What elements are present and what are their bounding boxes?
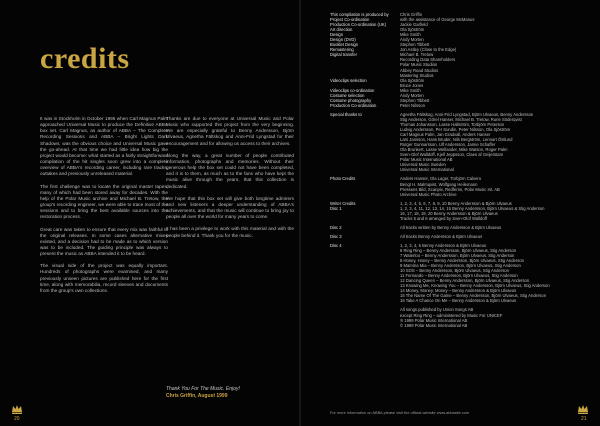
credits-value: Peter Nilsson: [400, 102, 425, 108]
credits-value: Lars Jansson, Hans Bruder, Nils Bergström, Lennart Östlund: [400, 137, 513, 143]
credits-label: Project Co-ordination: [330, 17, 370, 23]
body-paragraph: Thanks are due to everyone at Universal Music and Polar Music who supported this project from the very beginning. We are especially grateful to Benny Andersson, Björn Ulvaeus, Agnetha Fältskog and Anni-Frid Lyngstad for their encouragement and for allowing us access to their archives.: [166, 116, 294, 146]
credits-label: [330, 323, 400, 328]
credits-value: Carl Magnus Palm, Jan Gradvall, Anders Hanser: [400, 132, 491, 138]
credits-label: Disc 3: [330, 233, 342, 239]
signoff: [166, 386, 294, 400]
credits-value: Stephen Tibbett: [400, 42, 430, 48]
credits-label: Special thanks to: [330, 111, 362, 117]
credits-value: 9 Mamma Mia – Benny Andersson, Björn Ulvaeus, Stig Anderson: [400, 263, 521, 269]
credits-label: Production Co-ordination (UK): [330, 22, 387, 28]
credits-label: Design (DVD): [330, 37, 356, 43]
credits-row: [330, 216, 588, 221]
credits-value: 10 SOS – Benny Andersson, Björn Ulvaeus, Stig Anderson: [400, 268, 509, 274]
credits-label: Booklet Design: [330, 42, 359, 48]
credits-value: © 1999 Polar Music International AB: [400, 322, 468, 328]
signoff-name: Chris Griffin, August 1999: [166, 393, 228, 399]
credits-label: [330, 298, 400, 303]
credits-value: 1, 2, 3, 4, 11, 12, 13, 14, 15 Benny Andersson, Björn Ulvaeus & Stig Anderson: [400, 205, 545, 211]
credits-row: [330, 234, 588, 239]
credits-value: Tracks 5 and 6 arranged by Sven-Olof Walldoff: [400, 215, 487, 221]
credits-value: Thomas Johansson, Lasse Hallström, Torbjörn Peterson: [400, 121, 505, 127]
credits-label: [330, 192, 400, 197]
credits-label: Remastering: [330, 47, 354, 53]
credits-row: [330, 103, 588, 108]
body-paragraph: It has been a privilege to work with this material and with the people behind it. Thank you for the music.: [166, 226, 294, 238]
credits-value: 16 Take A Chance On Me – Benny Andersson & Björn Ulvaeus: [400, 298, 517, 304]
credits-value: Ola Brunkert, Lasse Wellander, Mike Watson, Roger Palm: [400, 147, 508, 153]
credits-value: Universal Music Photo Archive: [400, 191, 457, 197]
credits-value: Abbey Road Studios: [400, 67, 439, 73]
credits-value: Polar Music International AB: [400, 157, 453, 163]
credits-value: All tracks written by Benny Andersson & Björn Ulvaeus: [400, 224, 502, 230]
credits-row: [330, 167, 588, 172]
credits-value: Ola Sjöström: [400, 77, 425, 83]
credits-label: [330, 167, 400, 172]
credits-row: [330, 225, 588, 230]
credits-value: Mike Smith: [400, 32, 421, 38]
credits-value: Rutger Gunnarsson, Ulf Andersson, Janne Schaffer: [400, 142, 496, 148]
credits-value: Polar Music Studios: [400, 62, 438, 68]
credits-value: Mike Smith: [400, 87, 421, 93]
credits-value: Stig Anderson, Görel Hanser, Michael B. Tretow, Rune Söderqvist: [400, 116, 522, 122]
page-number-left: 20: [14, 416, 20, 422]
credits-value: 6 Ring Ring – Benny Andersson, Björn Ulvaeus, Stig Anderson: [400, 247, 517, 253]
credits-value: Anders Hanser, Ola Lager, Torbjörn Calvero: [400, 176, 482, 182]
credits-value: Agnetha Fältskog, Anni-Frid Lyngstad, Björn Ulvaeus, Benny Andersson: [400, 111, 534, 117]
body-column-2: [166, 116, 294, 245]
page-number-right: 21: [581, 416, 587, 422]
credits-value: 1, 2, 3, 4, 5, 6, 7, 8, 9, 10 Benny Andersson & Björn Ulvaeus: [400, 200, 512, 206]
credits-value: Universal Music Sweden: [400, 162, 446, 168]
signoff-line: Thank You For The Music. Enjoy!: [166, 386, 240, 392]
credits-value: Andy Morten: [400, 37, 424, 43]
credits-value: 13 Knowing Me, Knowing You – Benny Andersson, Björn Ulvaeus, Stig Anderson: [400, 283, 550, 289]
crown-icon: [577, 403, 589, 415]
credits-value: 14 Money, Money, Money – Benny Andersson & Björn Ulvaeus: [400, 288, 517, 294]
body-paragraph: The first challenge was to locate the original master tapes, many of which had been stored away for decades. With the help of the Polar Music archive and Michael B. Tretow, the group's recording engineer, we were able to trace most of the sessions and to bring the best available sources into the restoration process.: [40, 183, 168, 220]
credits-value: Ola Sjöström: [400, 27, 425, 33]
credits-value: Jackie Garfield: [400, 22, 428, 28]
credits-value: Ludvig Andersson, Per Sundin, Peter Nilsson, Ola Sjöström: [400, 127, 511, 133]
credits-value: Pressens Bild, Scanpix, Redferns, Polar Music Int. AB: [400, 186, 500, 192]
credits-value: Sven-Olof Walldoff, Kjell Jeppsson, Claes af Geijerstam: [400, 152, 504, 158]
body-paragraph: Great care was taken to ensure that every mix was faithful to the original releases. In some cases alternative mixes existed, and a decision had to be made as to which version was to be included. The guiding principle was always to present the music as ABBA intended it to be heard.: [40, 226, 168, 257]
body-column-1: [40, 116, 168, 300]
credits-label: Videoclips selection: [330, 77, 367, 83]
credits-label: [330, 216, 400, 221]
credits-label: This compilation is produced by: [330, 12, 389, 17]
body-paragraph: Along the way, a great number of people contributed information, photographs and memories. Without their generous help the box set could not have been completed, and it is to them, as much as to the fans who have kept the music alive through the years, that this collection is dedicated.: [166, 152, 294, 189]
credits-label: Production Co-ordination: [330, 102, 377, 108]
credits-row: [330, 298, 588, 303]
credits-value: 16, 17, 18, 19, 20 Benny Andersson & Björn Ulvaeus: [400, 210, 498, 216]
credits-value: 7 Waterloo – Benny Andersson, Björn Ulvaeus, Stig Anderson: [400, 253, 515, 259]
body-paragraph: It was in Stockholm in October 1995 when Carl Magnus Palm approached Universal Music to produce the Definitive ABBA box set. Carl Magnus, as author of ABBA – The Complete Recording Sessions and ABBA – Bright Lights Dark Shadows, was the obvious choice and Universal Music gave the go-ahead. At that time we had little idea how big the project would become: what started as a fairly straightforward compilation of the hit singles soon grew into a complete overview of ABBA's recording career, including rare tracks, outtakes and previously unreleased material.: [40, 116, 168, 177]
body-paragraph: The visual side of the project was equally important. Hundreds of photographs were examined, and many previously unseen pictures are published here for the first time, along with memorabilia, record sleeves and documents from the group's own collections.: [40, 263, 168, 293]
credits-value: Mastering Studios: [400, 72, 434, 78]
credits-value: 8 Honey, Honey – Benny Andersson, Björn Ulvaeus, Stig Anderson: [400, 258, 524, 264]
credits-value: ℗ 1999 Polar Music International AB: [400, 317, 468, 323]
credits-value: All tracks Benny Andersson & Björn Ulvaeus: [400, 233, 483, 239]
credits-value: Stephen Tibbett: [400, 97, 430, 103]
credits-value: Michael B. Tretow: [400, 52, 434, 58]
credits-label: Videoclips co-ordination: [330, 87, 375, 93]
credits-label: Disc 2: [330, 224, 342, 230]
credits-label: Design: [330, 32, 344, 38]
body-paragraph: We hope that this box set will give both longtime admirers and new listeners a deeper understanding of ABBA's achievements, and that the music will continue to bring joy to people all over the world for many years to come.: [166, 195, 294, 220]
credits-label: Art direction: [330, 27, 353, 33]
credits-value: 15 The Name Of The Game – Benny Andersson, Björn Ulvaeus, Stig Anderson: [400, 293, 547, 299]
credits-value: Bengt H. Malmqvist, Wolfgang Heilemann: [400, 181, 478, 187]
credits-table: [330, 12, 588, 328]
credits-row: [330, 192, 588, 197]
credits-label: Digital transfer: [330, 52, 357, 58]
credits-label: Disc 1: [330, 205, 342, 211]
credits-value: Bruce Jones: [400, 82, 424, 88]
crown-icon: [11, 403, 23, 415]
credits-value: Jon Astley (Close to the Edge): [400, 47, 457, 53]
credits-value: 1, 2, 3, 4, 5 Benny Andersson & Björn Ulvaeus: [400, 242, 487, 248]
credits-label: Writer Credits: [330, 200, 356, 206]
credits-value: Recording Data Shareholders: [400, 57, 456, 63]
credits-label: Costume selection: [330, 92, 365, 98]
credits-value: All songs published by Union Songs AB: [400, 307, 474, 313]
credits-value: Chris Griffin: [400, 12, 423, 17]
credits-label: Costume photography: [330, 97, 372, 103]
credits-value: Andy Morten: [400, 92, 424, 98]
credits-value: Universal Music International: [400, 167, 454, 173]
credits-value: except Ring Ring – administered by Music For UNICEF: [400, 312, 503, 318]
credits-value: 11 Fernando – Benny Andersson, Björn Ulvaeus, Stig Anderson: [400, 273, 518, 279]
credits-value: with the assistance of George McManus: [400, 17, 475, 23]
credits-value: 12 Dancing Queen – Benny Andersson, Björn Ulvaeus, Stig Anderson: [400, 278, 530, 284]
credits-label: Disc 4: [330, 242, 342, 248]
page-title: credits: [40, 42, 130, 75]
footer-note: For more information on ABBA please visit the official website www.abbasite.com: [330, 410, 470, 415]
credits-row: [330, 323, 588, 328]
page-gutter: [299, 0, 301, 426]
credits-label: Photo Credits: [330, 176, 356, 182]
